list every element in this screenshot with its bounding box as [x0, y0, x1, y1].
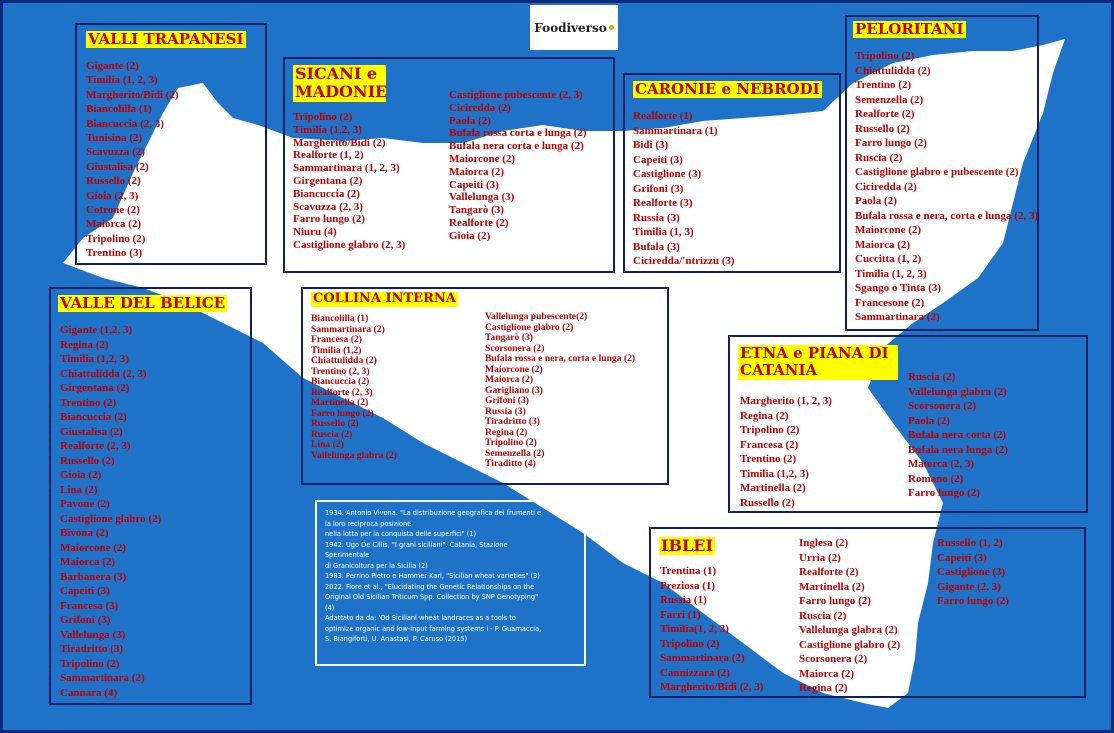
variety-item: Gioia (2, 3)	[86, 189, 139, 202]
variety-item: Vallelunga pubescente(2)	[485, 311, 588, 322]
variety-item: Russello (2)	[60, 454, 115, 467]
variety-item: Maiorca (2)	[485, 374, 534, 385]
variety-item: Castiglione glabro e pubescente (2)	[855, 166, 1019, 178]
variety-item: Gigante (1,2, 3)	[60, 324, 133, 336]
variety-item: Biancuccia (2)	[311, 376, 370, 387]
region-valli-trapanesi	[75, 23, 267, 265]
variety-item: Grifoni (3)	[60, 614, 111, 626]
variety-item: Preziosa (1)	[660, 579, 716, 592]
variety-item: Russello (2)	[855, 122, 910, 135]
variety-item: Regina (2)	[799, 682, 848, 694]
variety-item: Cannizzara (2)	[660, 666, 730, 679]
variety-item: Margherito/Bidi (2)	[293, 136, 386, 149]
variety-list	[937, 536, 1009, 609]
variety-item: Bidì (3)	[633, 139, 669, 151]
variety-item: Cuccitta (1, 2)	[855, 253, 922, 265]
variety-item: Russia (1)	[660, 594, 707, 606]
variety-item: Bufala nera corta (2)	[908, 429, 1007, 441]
variety-item: Russello (2)	[740, 496, 795, 509]
variety-item: Regina (2)	[485, 426, 528, 438]
variety-item: Maiorcone (2)	[60, 541, 127, 554]
variety-item: Tangarò (3)	[485, 332, 533, 343]
variety-item: Biancuccia (2)	[60, 411, 127, 423]
variety-item: Ciciredda (2)	[449, 101, 511, 114]
variety-item: Cannara (4)	[60, 686, 118, 699]
variety-item: Tripolino (2)	[293, 111, 353, 123]
region-iblei	[649, 527, 1086, 698]
variety-item: Biancolilla (1)	[311, 313, 369, 324]
variety-item: Bufala nera corta e lunga (2)	[449, 140, 584, 153]
variety-item: Realforte (2)	[449, 216, 509, 229]
variety-item: Capeiti (3)	[449, 178, 499, 191]
variety-item: Sammartinara (1, 2, 3)	[293, 162, 400, 175]
region-caronie-nebrodi	[623, 73, 841, 273]
variety-item: Paola (2)	[908, 414, 950, 427]
variety-item: Vallelunga glabra (2)	[908, 385, 1007, 398]
logo-dot-icon	[609, 25, 614, 30]
variety-item: Ciciredda (2)	[855, 180, 917, 193]
source-line: Adattato da da: 'Od Siciliani wheat landraces as a tools to	[325, 614, 516, 622]
variety-item: Timilia(1, 2, 3)	[660, 623, 729, 635]
variety-item: Farri (1)	[660, 608, 701, 621]
variety-item: Niuru (4)	[293, 226, 337, 239]
variety-item: Russello (2)	[86, 175, 141, 188]
variety-item: Capeiti (3)	[633, 153, 683, 166]
variety-item: Girgentana (2)	[293, 174, 363, 187]
variety-item: Castiglione (3)	[937, 566, 1006, 578]
variety-item: Tangarò (3)	[449, 204, 504, 217]
variety-item: Scorsonera (2)	[799, 653, 868, 665]
variety-item: Vallelunga glabra (2)	[311, 449, 397, 461]
variety-item: Giustalisa (2)	[60, 425, 123, 438]
variety-item: Castiglione glabro (2, 3)	[293, 238, 406, 251]
variety-item: Girgentana (2)	[60, 382, 130, 394]
variety-item: Tripolino (2)	[660, 637, 720, 650]
foodiverso-logo	[530, 5, 618, 50]
variety-item: Tripolino (2)	[740, 424, 800, 436]
variety-list	[60, 323, 161, 700]
variety-item: Ruscia (2)	[799, 609, 847, 622]
variety-list	[311, 314, 397, 461]
logo-text: Foodiverso	[534, 20, 607, 35]
variety-item: Farro lungo (2)	[311, 407, 374, 419]
variety-item: Farro lungo (2)	[855, 137, 927, 149]
variety-item: Paola (2)	[449, 114, 491, 127]
source-line: di Granicoltura per la Sicilia (2)	[325, 561, 428, 570]
variety-item: Francesa (2)	[740, 438, 799, 451]
variety-list	[799, 536, 900, 696]
variety-item: Trentino (3)	[86, 247, 143, 260]
variety-item: Regina (2)	[60, 338, 109, 351]
variety-item: Vallelunga glabra (2)	[799, 624, 898, 636]
region-title: SICANI e MADONIE	[295, 64, 388, 102]
variety-item: Bufala rossa corta e lunga (2)	[449, 127, 587, 140]
variety-item: Inglesa (2)	[799, 537, 849, 549]
variety-item: Tripolino (2)	[855, 50, 915, 62]
source-line: optimize organic and low-input farming systems i - P. Guarnaccia,	[325, 624, 542, 633]
variety-item: Semenzella (2)	[855, 93, 924, 106]
variety-item: Realforte (2)	[855, 108, 915, 120]
variety-item: Maiorca (2)	[60, 556, 116, 568]
variety-list	[86, 59, 179, 261]
variety-item: Romano (2)	[908, 472, 964, 485]
variety-item: Biancuccia (2, 3)	[86, 117, 164, 130]
variety-item: Margherito/Bidi (2)	[86, 88, 179, 101]
variety-item: Bivona (2)	[60, 527, 109, 539]
variety-item: Vallelunga (3)	[449, 191, 515, 204]
variety-item: Maiorcone (2)	[485, 363, 543, 375]
variety-list	[740, 394, 832, 510]
variety-item: Sgango o Tinta (3)	[855, 282, 942, 294]
variety-item: Margherito (1, 2, 3)	[740, 395, 832, 407]
variety-item: Martinella (2)	[799, 580, 865, 593]
variety-item: Tiradritto (3)	[485, 416, 540, 427]
variety-item: Bufala rossa e nera, corta e lunga (2)	[485, 353, 636, 364]
variety-item: Gioia (2)	[60, 469, 102, 481]
region-title: CARONIE e NEBRODI	[635, 80, 820, 98]
variety-item: Giustalisa (2)	[86, 160, 149, 173]
variety-item: Lina (2)	[60, 483, 98, 496]
variety-item: Russia (3)	[485, 405, 526, 417]
source-line: 1983. Perrino Pietro e Hammer Karl, "Sicilian wheat varieties" (3)	[325, 572, 540, 580]
variety-item: Scavuzza (2)	[86, 146, 145, 159]
source-line: nella lotta per la conquista delle superfici" (1)	[325, 530, 477, 538]
variety-item: Timilia (1, 3)	[633, 226, 694, 238]
variety-item: Tripolino (2)	[60, 657, 120, 670]
variety-item: Bufala (3)	[633, 240, 680, 253]
variety-item: Scorsonera (2)	[908, 400, 977, 412]
variety-list	[449, 89, 587, 243]
variety-item: Grifoni (3)	[633, 182, 684, 195]
variety-list	[485, 312, 635, 470]
source-line: 2022. Fiore et al., "Elucidating the Genetic Relationships on the	[325, 582, 535, 591]
variety-item: Bufala nera lunga (2)	[908, 443, 1008, 456]
variety-item: Pavone (2)	[60, 498, 110, 510]
variety-list	[660, 564, 764, 695]
variety-item: Tripolino (2)	[485, 437, 537, 448]
variety-item: Semenzella (2)	[485, 447, 545, 459]
variety-item: Sammartinara (1)	[633, 124, 718, 137]
variety-item: Martinella (2)	[311, 397, 369, 408]
region-valle-del-belice	[49, 287, 252, 705]
variety-item: Trentino (2)	[855, 79, 912, 91]
variety-item: Farro lungo (2)	[799, 595, 871, 607]
variety-item: Ruscia (2)	[311, 428, 353, 440]
variety-item: Maiorca (2)	[86, 218, 142, 231]
variety-item: Ruscia (2)	[855, 151, 903, 164]
variety-item: Russello (2)	[311, 418, 359, 429]
region-peloritani	[845, 15, 1039, 331]
variety-item: Gigante (2, 3)	[937, 580, 1001, 593]
variety-item: Sammartinara (2)	[660, 652, 745, 664]
variety-item: Margherito/Bidi (2, 3)	[660, 681, 764, 693]
variety-item: Castiglione glabro (2)	[799, 638, 901, 651]
source-line: 1934. Antonio Vivona. "La distribuzione geografica dei frumenti e	[325, 509, 542, 517]
variety-item: Biancuccia (2)	[293, 187, 360, 200]
variety-item: Castiglione (3)	[633, 168, 702, 180]
variety-item: Farro lungo (2)	[937, 595, 1009, 607]
variety-item: Francesa (2)	[311, 334, 362, 345]
variety-item: Capeiti (3)	[937, 551, 987, 564]
variety-item: Regina (2)	[740, 409, 789, 422]
source-line: S. Biangiforti, U. Anastasi, P. Caruso (2015)	[325, 635, 468, 643]
variety-item: Francesone (2)	[855, 296, 925, 309]
variety-item: Maiorcone (2)	[449, 152, 516, 165]
variety-item: Lina (2)	[311, 439, 344, 450]
region-title: ETNA e PIANA DI CATANIA	[738, 345, 898, 380]
variety-list	[633, 109, 735, 269]
variety-item: Realforte (3)	[633, 197, 693, 209]
region-title: VALLI TRAPANESI	[88, 30, 244, 48]
variety-item: Timilia (1,2, 3)	[293, 123, 362, 136]
variety-item: Russello (1, 2)	[937, 537, 1003, 549]
variety-item: Sammartinara (2)	[311, 323, 385, 335]
variety-item: Cotrone (2)	[86, 204, 140, 217]
variety-item: Martinella (2)	[740, 482, 806, 494]
variety-item: Realforte (1)	[633, 110, 693, 122]
variety-item: Chiattulidda (2)	[855, 64, 931, 77]
variety-item: Castiglione glabro (2)	[485, 321, 574, 333]
variety-item: Tunisina (2)	[86, 132, 143, 145]
source-line: (4)	[325, 603, 335, 612]
variety-item: Sammartinara (2)	[855, 311, 940, 323]
variety-item: Ruscia (2)	[908, 371, 956, 383]
variety-item: Maiorca (2)	[855, 238, 911, 251]
variety-item: Realforte (2, 3)	[60, 440, 131, 452]
variety-item: Trentina (1)	[660, 565, 717, 577]
variety-item: Castiglione glabro (2)	[60, 512, 162, 525]
region-title: VALLE DEL BELICE	[60, 294, 226, 312]
region-sicani-madonie	[283, 57, 615, 273]
variety-list	[855, 49, 1038, 325]
variety-item: Tiradritto (3)	[60, 643, 124, 655]
variety-item: Vallelunga (3)	[60, 628, 126, 641]
variety-item: Gigante (2)	[86, 60, 139, 72]
region-title: IBLEI	[661, 536, 713, 555]
region-title: COLLINA INTERNA	[313, 291, 456, 306]
variety-item: Capeiti (3)	[60, 585, 110, 597]
variety-item: Trentino (2)	[60, 396, 117, 409]
variety-item: Chiattulidda (2, 3)	[60, 367, 147, 380]
variety-item: Realforte (2)	[799, 566, 859, 578]
variety-item: Tiraditto (4)	[485, 458, 536, 469]
source-line: la loro reciproca posizione	[325, 519, 412, 528]
variety-item: Gioia (2)	[449, 229, 491, 242]
variety-item: Scavuzza (2, 3)	[293, 200, 363, 213]
variety-item: Francesa (3)	[60, 599, 119, 612]
variety-item: Chiattulidda (2)	[311, 355, 377, 366]
source-line: Sperimentale	[325, 551, 370, 559]
source-line: 1942. Ugo De Cillis, "I grani siciliani". Catania, Stazione	[325, 540, 508, 549]
variety-item: Maiorca (2)	[799, 667, 855, 680]
variety-item: Grifoni (3)	[485, 395, 529, 406]
region-title: PELORITANI	[855, 20, 964, 38]
variety-item: Timilia (1,2, 3)	[60, 353, 129, 365]
sources-notes	[315, 500, 586, 666]
variety-item: Timilia (1,2)	[311, 344, 362, 356]
variety-item: Castiglione pubescente (2, 3)	[449, 89, 583, 101]
variety-item: Garigliano (3)	[485, 384, 543, 396]
variety-item: Timilia (1, 2, 3)	[855, 267, 927, 280]
variety-item: Ciciredda/'ntrizzu (3)	[633, 255, 735, 267]
variety-item: Tripolino (2)	[86, 232, 146, 245]
region-etna-piana-di-catania	[728, 335, 1088, 513]
variety-item: Bufala rossa e nera, corta e lunga (2, 3)	[855, 209, 1039, 222]
variety-item: Maiorca (2, 3)	[908, 458, 975, 470]
variety-item: Timilia (1,2, 3)	[740, 467, 809, 480]
variety-item: Sammartinara (2)	[60, 672, 145, 684]
variety-item: Urrìa (2)	[799, 551, 841, 564]
variety-item: Trentino (2)	[740, 453, 797, 465]
variety-item: Farro lungo (2)	[293, 213, 365, 226]
variety-list	[293, 111, 405, 252]
variety-item: Biancolilla (1)	[86, 103, 152, 116]
variety-item: Barbanera (3)	[60, 570, 127, 583]
variety-item: Realforte (1, 2)	[293, 149, 364, 162]
region-collina-interna	[301, 287, 669, 485]
variety-item: Russia (3)	[633, 211, 680, 224]
variety-item: Scorsonera (2)	[485, 342, 545, 354]
variety-item: Paola (2)	[855, 195, 897, 207]
variety-item: Timilia (1, 2, 3)	[86, 74, 158, 87]
variety-item: Realforte (2, 3)	[311, 386, 373, 398]
variety-item: Maiorca (2)	[449, 165, 505, 178]
variety-item: Trentino (2, 3)	[311, 365, 370, 377]
variety-item: Maiorcone (2)	[855, 224, 922, 236]
source-line: Original Old Sicilian Triticum Spp. Collection by SNP Genotyping"	[325, 593, 539, 601]
variety-list	[908, 370, 1008, 501]
variety-item: Farro lungo (2)	[908, 487, 980, 499]
